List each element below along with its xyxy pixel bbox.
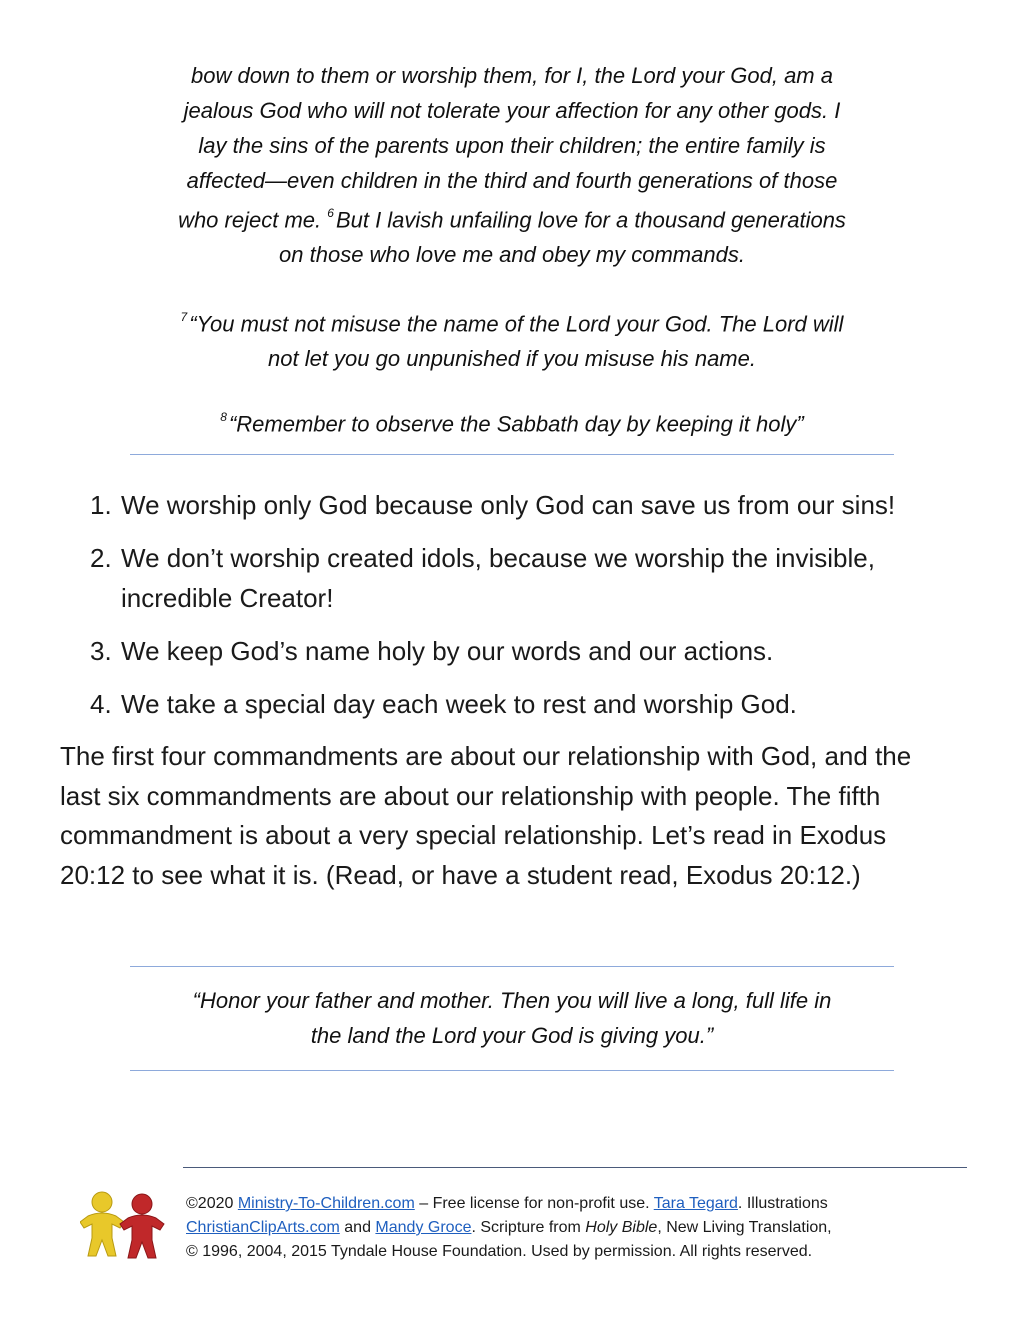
verse-number: 7 [180,310,188,324]
verse-line [130,302,894,341]
verse-text: who reject me. [178,207,322,233]
footer-divider [183,1167,967,1168]
list-number: 4. [90,689,112,719]
list-item [80,631,960,671]
verse-line: affected—even children in the third and fourth generations of those [186,168,838,193]
list-item [80,485,960,525]
scripture-verses-5-6 [130,58,894,272]
verse-line [130,198,894,237]
verse-number: 6 [327,206,334,220]
verse-line: bow down to them or worship them, for I, the Lord your God, am a [191,63,833,88]
translation-text: , New Living Translation, [657,1219,832,1236]
list-number: 3. [90,636,112,666]
site-link[interactable]: Ministry-To-Children.com [237,1195,415,1212]
footer-line: © 1996, 2004, 2015 Tyndale House Foundation. Used by permission. All rights reserved. [186,1243,813,1260]
list-text: We take a special day each week to rest and worship God. [121,689,797,719]
author-link[interactable]: Tara Tegard [653,1195,738,1212]
body-paragraph: The first four commandments are about our relationship with God, and the last six commandments are about our relationship with people. The fifth commandment is about a very special relationship. Let’s read in Exodus 20:12 to see what it is. (Read, or have a student read, Exodus 20:12.) [60,741,912,890]
copyright-text: ©2020 [186,1195,234,1212]
verse-text: “Remember to observe the Sabbath day by keeping it holy” [228,411,804,437]
list-item [80,684,960,724]
yellow-figure-icon [80,1192,124,1256]
verse-line: the land the Lord your God is giving you.” [310,1023,714,1048]
divider [130,454,894,455]
list-text: We keep God’s name holy by our words and our actions. [121,636,774,666]
verse-line: lay the sins of the parents upon their children; the entire family is [198,133,826,158]
divider [130,1070,894,1071]
honor-parents-quote [130,983,894,1053]
verse-text: But I lavish unfailing love for a thousand generations [335,207,846,233]
list-number: 1. [90,490,112,520]
clipart-link[interactable]: ChristianClipArts.com [186,1219,340,1236]
bible-title: Holy Bible [585,1219,658,1236]
and-text: and [344,1219,371,1236]
verse-line: “Honor your father and mother. Then you will live a long, full life in [192,988,832,1013]
footer-line [186,1216,976,1240]
scripture-verse-8 [130,402,894,441]
divider [130,966,894,967]
red-figure-icon [120,1194,164,1258]
illustrations-text: . Illustrations [737,1195,828,1212]
list-text: We don’t worship created idols, because we worship the invisible, incredible Creator! [121,543,875,613]
list-text: We worship only God because only God can save us from our sins! [121,490,896,520]
list-number: 2. [90,543,112,573]
verse-text: “You must not misuse the name of the Lord your God. The Lord will [189,311,844,337]
license-text: – Free license for non-profit use. [419,1195,650,1212]
verse-line: jealous God who will not tolerate your affection for any other gods. I [183,98,841,123]
verse-line: on those who love me and obey my commands. [279,242,745,268]
verse-line: not let you go unpunished if you misuse his name. [268,346,756,372]
children-figures-logo [80,1188,166,1260]
illustrator-link[interactable]: Mandy Groce [375,1219,472,1236]
scripture-text: . Scripture from [471,1219,581,1236]
list-item [80,538,960,618]
footer-line [186,1192,976,1216]
verse-number: 8 [220,410,227,424]
footer-credits [186,1192,976,1264]
verse-line [130,402,894,441]
scripture-verse-7 [130,302,894,376]
commandment-list [80,485,960,737]
